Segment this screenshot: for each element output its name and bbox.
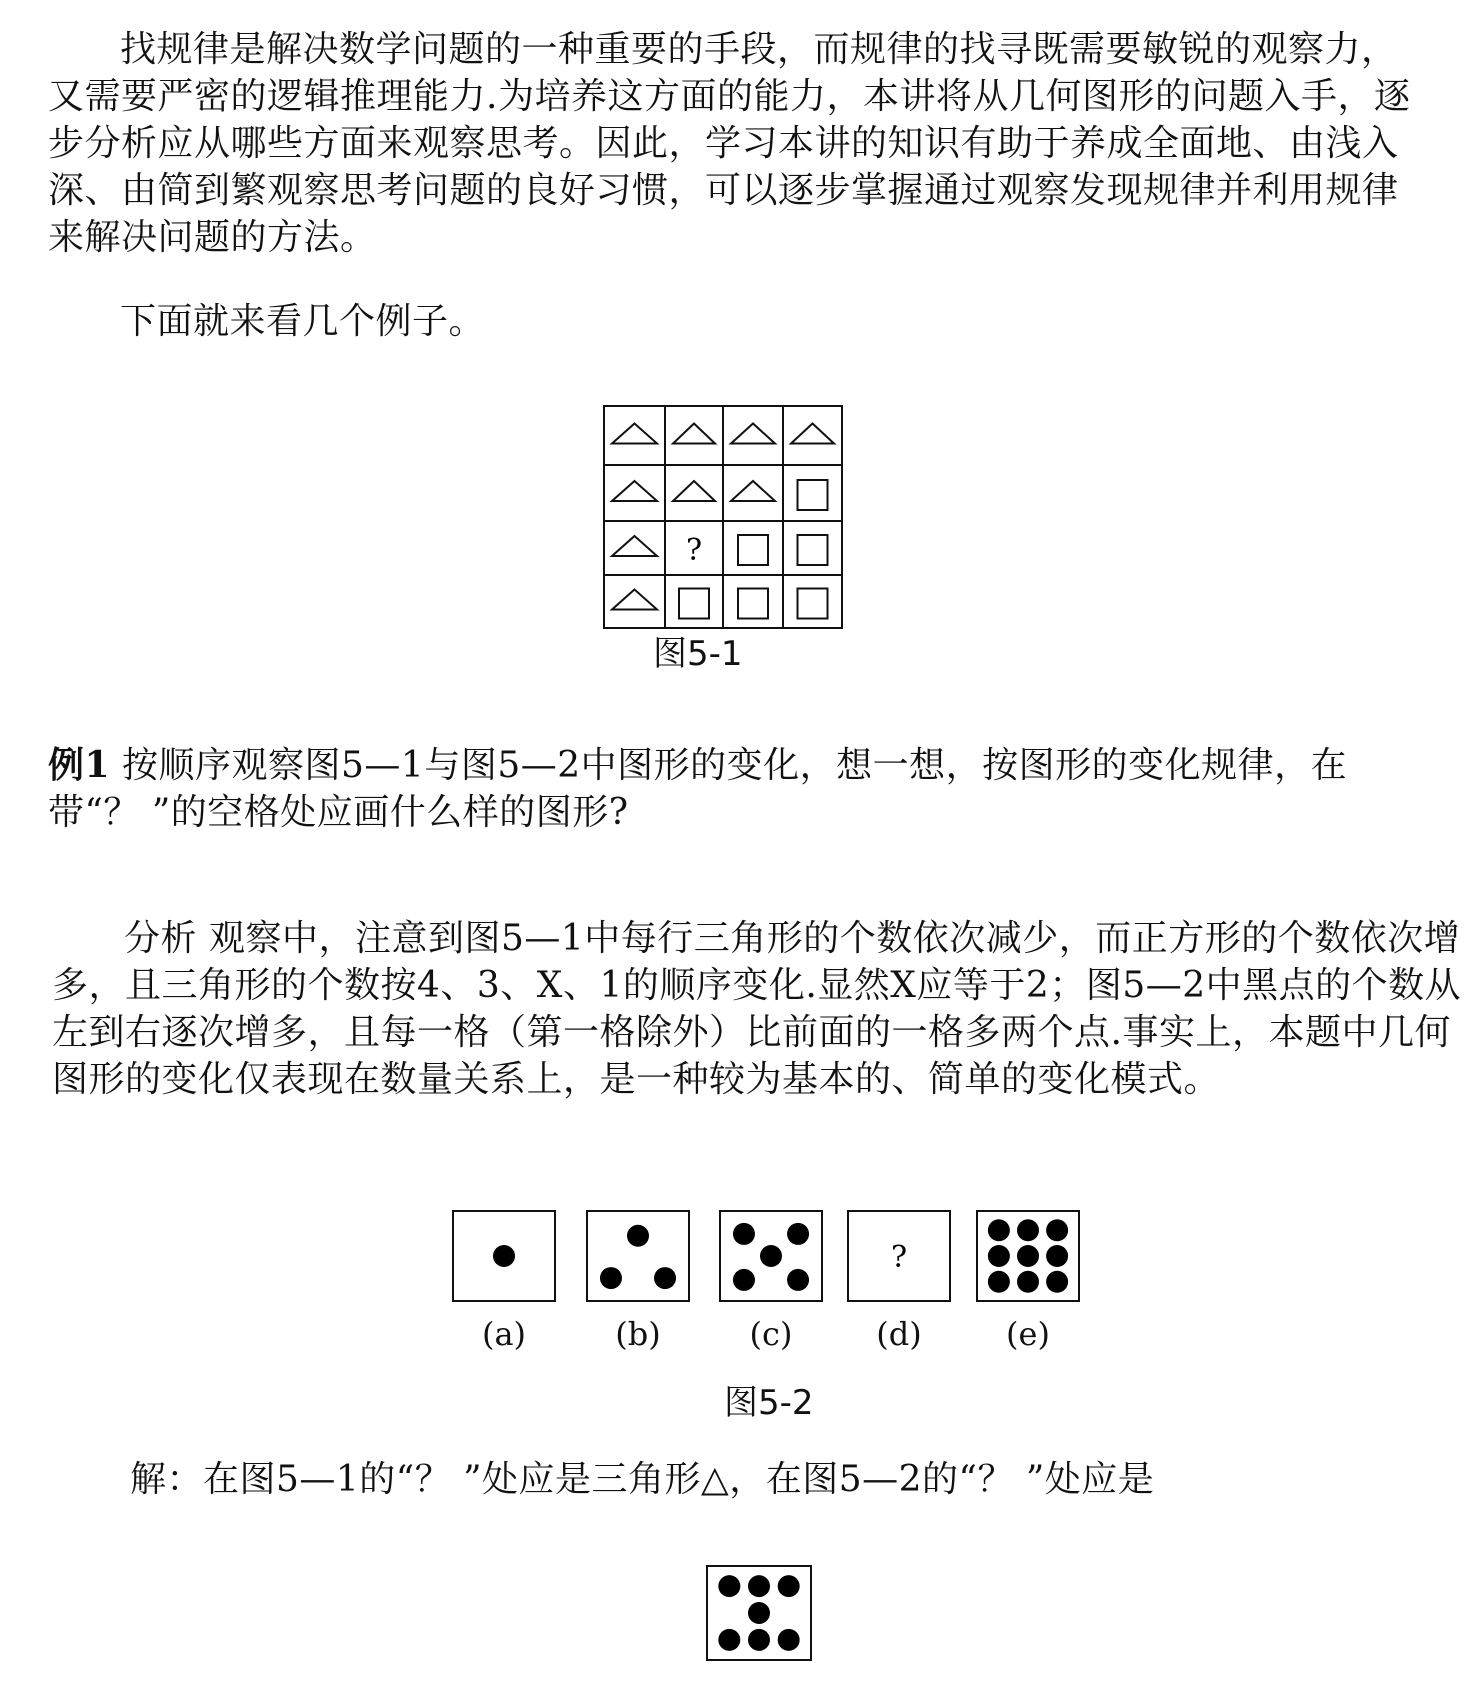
square-shape: [798, 480, 828, 510]
figure-5-2-box-e: [976, 1210, 1080, 1302]
black-dot: [748, 1602, 770, 1624]
figure-5-1-caption: 图5-1: [653, 634, 743, 674]
figure-5-1-grid: [603, 405, 843, 629]
black-dot: [1017, 1271, 1039, 1293]
figure-5-2-label-d: (d): [876, 1315, 922, 1353]
intro-paragraph: 找规律是解决数学问题的一种重要的手段，而规律的找寻既需要敏锐的观察力，又需要严密的逻辑推理能力.为培养这方面的能力，本讲将从几何图形的问题入手，逐步分析应从哪些方面来观察思考。因此，学习本讲的知识有助于养成全面地、由浅入深、由简到繁观察思考问题的良好习惯，可以逐步掌握通过观察发现规律并利用规律来解决问题的方法。: [48, 29, 1411, 258]
black-dot: [493, 1245, 515, 1267]
solution-paragraph: 解：在图5—1的“？ ”处应是三角形△，在图5—2的“？ ”处应是: [130, 1459, 1155, 1500]
example-1: [48, 742, 1428, 836]
example-text: 按顺序观察图5—1与图5—2中图形的变化，想一想，按图形的变化规律，在带“？ ”的空格处应画什么样的图形?: [48, 745, 1348, 833]
triangle-shape: [791, 424, 834, 444]
square-shape: [738, 589, 768, 619]
black-dot: [733, 1269, 755, 1291]
black-dot: [988, 1219, 1010, 1241]
black-dot: [778, 1575, 800, 1597]
figure-5-2-box-a: [452, 1210, 556, 1302]
figure-5-2-box-d: [847, 1210, 951, 1302]
figure-5-2-question-mark: ?: [890, 1240, 908, 1275]
square-shape: [679, 589, 709, 619]
figure-5-2-box-b: [586, 1210, 690, 1302]
triangle-shape: [612, 424, 657, 444]
black-dot: [654, 1267, 676, 1289]
triangle-shape: [731, 481, 775, 501]
black-dot: [1017, 1245, 1039, 1267]
triangle-shape: [612, 536, 657, 556]
black-dot: [778, 1629, 800, 1651]
black-dot: [988, 1245, 1010, 1267]
black-dot: [600, 1267, 622, 1289]
triangle-shape: [612, 481, 657, 501]
black-dot: [627, 1225, 649, 1247]
triangle-shape: [673, 424, 715, 444]
black-dot: [733, 1223, 755, 1245]
figure-5-2-caption: 图5-2: [724, 1383, 814, 1423]
triangle-shape: [612, 590, 657, 610]
answer-box: [706, 1565, 812, 1661]
figure-5-1-question-mark: ?: [685, 533, 703, 568]
figure-5-2-label-a: (a): [481, 1315, 527, 1353]
black-dot: [748, 1575, 770, 1597]
black-dot: [1046, 1219, 1068, 1241]
black-dot: [787, 1269, 809, 1291]
triangle-shape: [731, 424, 775, 444]
black-dot: [718, 1629, 740, 1651]
square-shape: [798, 589, 828, 619]
figure-5-2-label-b: (b): [615, 1315, 661, 1353]
analysis-paragraph: 分析 观察中，注意到图5—1中每行三角形的个数依次减少，而正方形的个数依次增多，且三角形的个数按4、3、X、1的顺序变化.显然X应等于2；图5—2中黑点的个数从左到右逐次增多，且每一格（第一格除外）比前面的一格多两个点.事实上，本题中几何图形的变化仅表现在数量关系上，是一种较为基本的、简单的变化模式。: [52, 918, 1462, 1100]
black-dot: [787, 1223, 809, 1245]
square-shape: [798, 535, 828, 565]
black-dot: [988, 1271, 1010, 1293]
black-dot: [1017, 1219, 1039, 1241]
lead-paragraph: 下面就来看几个例子。: [120, 301, 486, 342]
figure-5-1: [603, 405, 843, 629]
figure-5-2-label-e: (e): [1006, 1315, 1050, 1353]
square-shape: [738, 535, 768, 565]
black-dot: [1046, 1271, 1068, 1293]
black-dot: [718, 1575, 740, 1597]
figure-5-2-box-c: [719, 1210, 823, 1302]
figure-5-2-label-c: (c): [749, 1315, 793, 1353]
example-label: 例1: [48, 744, 111, 786]
triangle-shape: [673, 481, 715, 501]
black-dot: [748, 1629, 770, 1651]
black-dot: [1046, 1245, 1068, 1267]
black-dot: [760, 1245, 782, 1267]
